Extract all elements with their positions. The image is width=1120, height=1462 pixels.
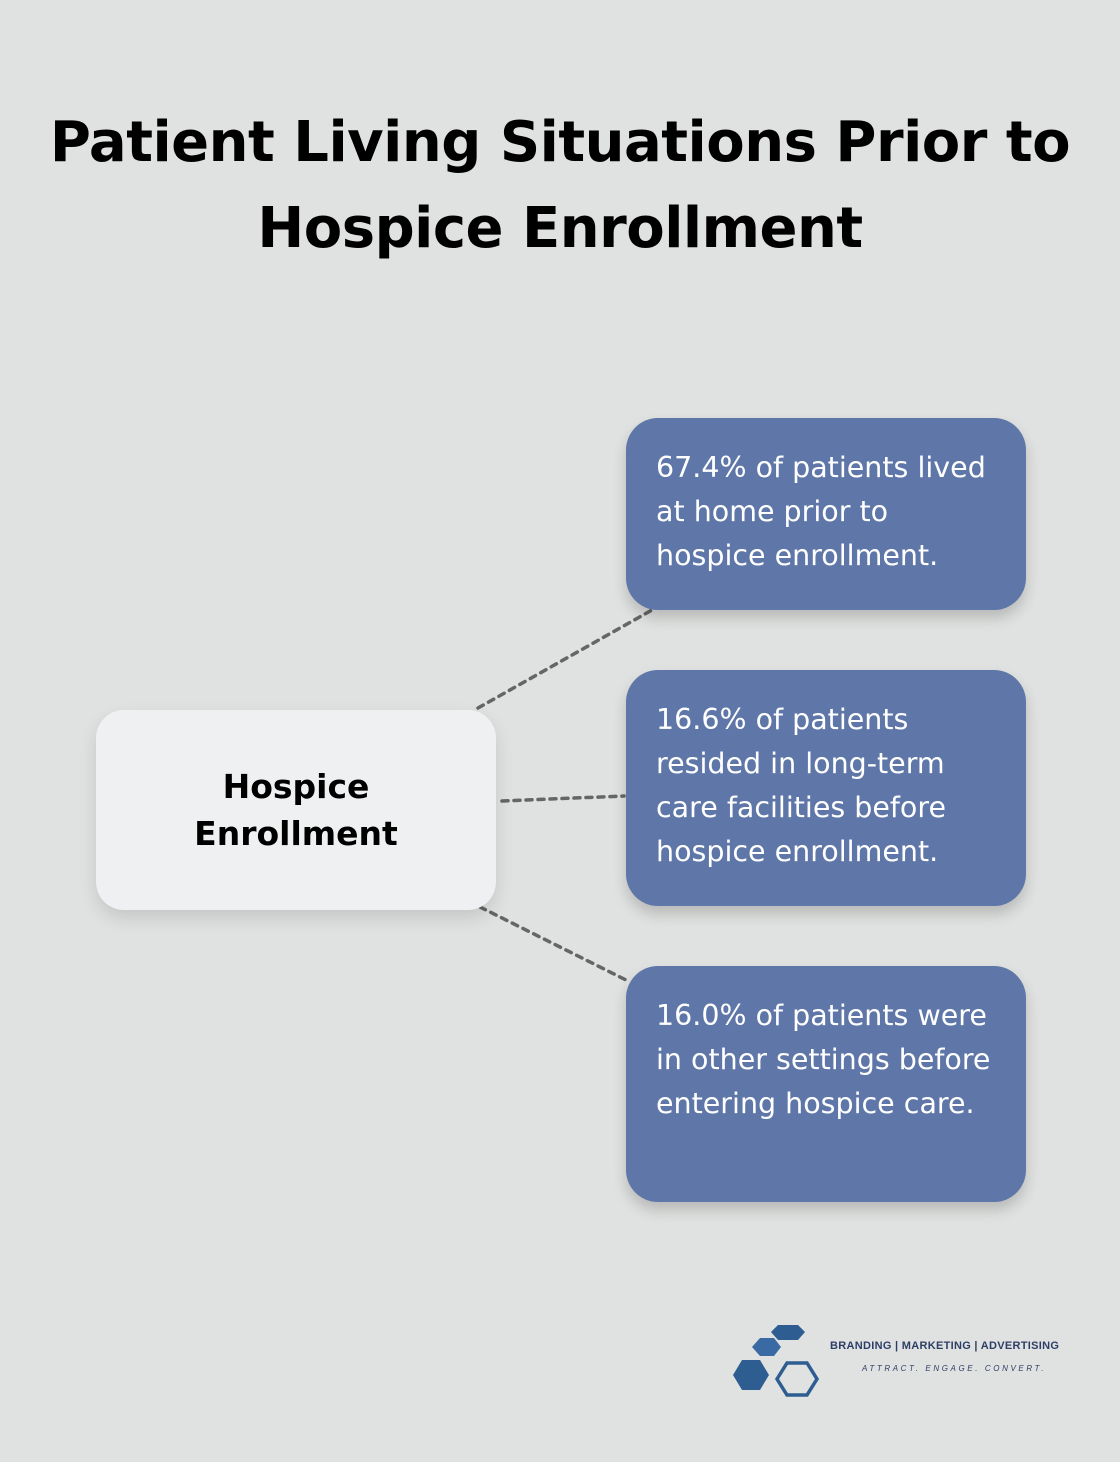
connector-line-bottom — [480, 907, 630, 982]
center-node-label: Hospice Enrollment — [194, 767, 398, 853]
logo-tagline-slogan: ATTRACT. ENGAGE. CONVERT. — [862, 1364, 1047, 1373]
stat-card-text: 16.6% of patients resided in long-term care facilities before hospice enrollment. — [656, 703, 946, 868]
connector-line-middle — [502, 796, 624, 801]
stat-card-other-settings — [626, 966, 1026, 1202]
logo-tagline-services: BRANDING | MARKETING | ADVERTISING — [830, 1340, 1060, 1352]
stat-card-long-term-care — [626, 670, 1026, 906]
center-node — [96, 710, 496, 910]
page-title: Patient Living Situations Prior to Hospice Enrollment — [49, 110, 1071, 261]
company-logo — [730, 1322, 1070, 1402]
stat-card-text: 16.0% of patients were in other settings before entering hospice care. — [656, 999, 991, 1120]
connector-line-top — [478, 610, 652, 708]
hexagon-logo-icon — [730, 1322, 830, 1402]
stat-card-text: 67.4% of patients lived at home prior to hospice enrollment. — [656, 451, 986, 572]
stat-card-home — [626, 418, 1026, 610]
